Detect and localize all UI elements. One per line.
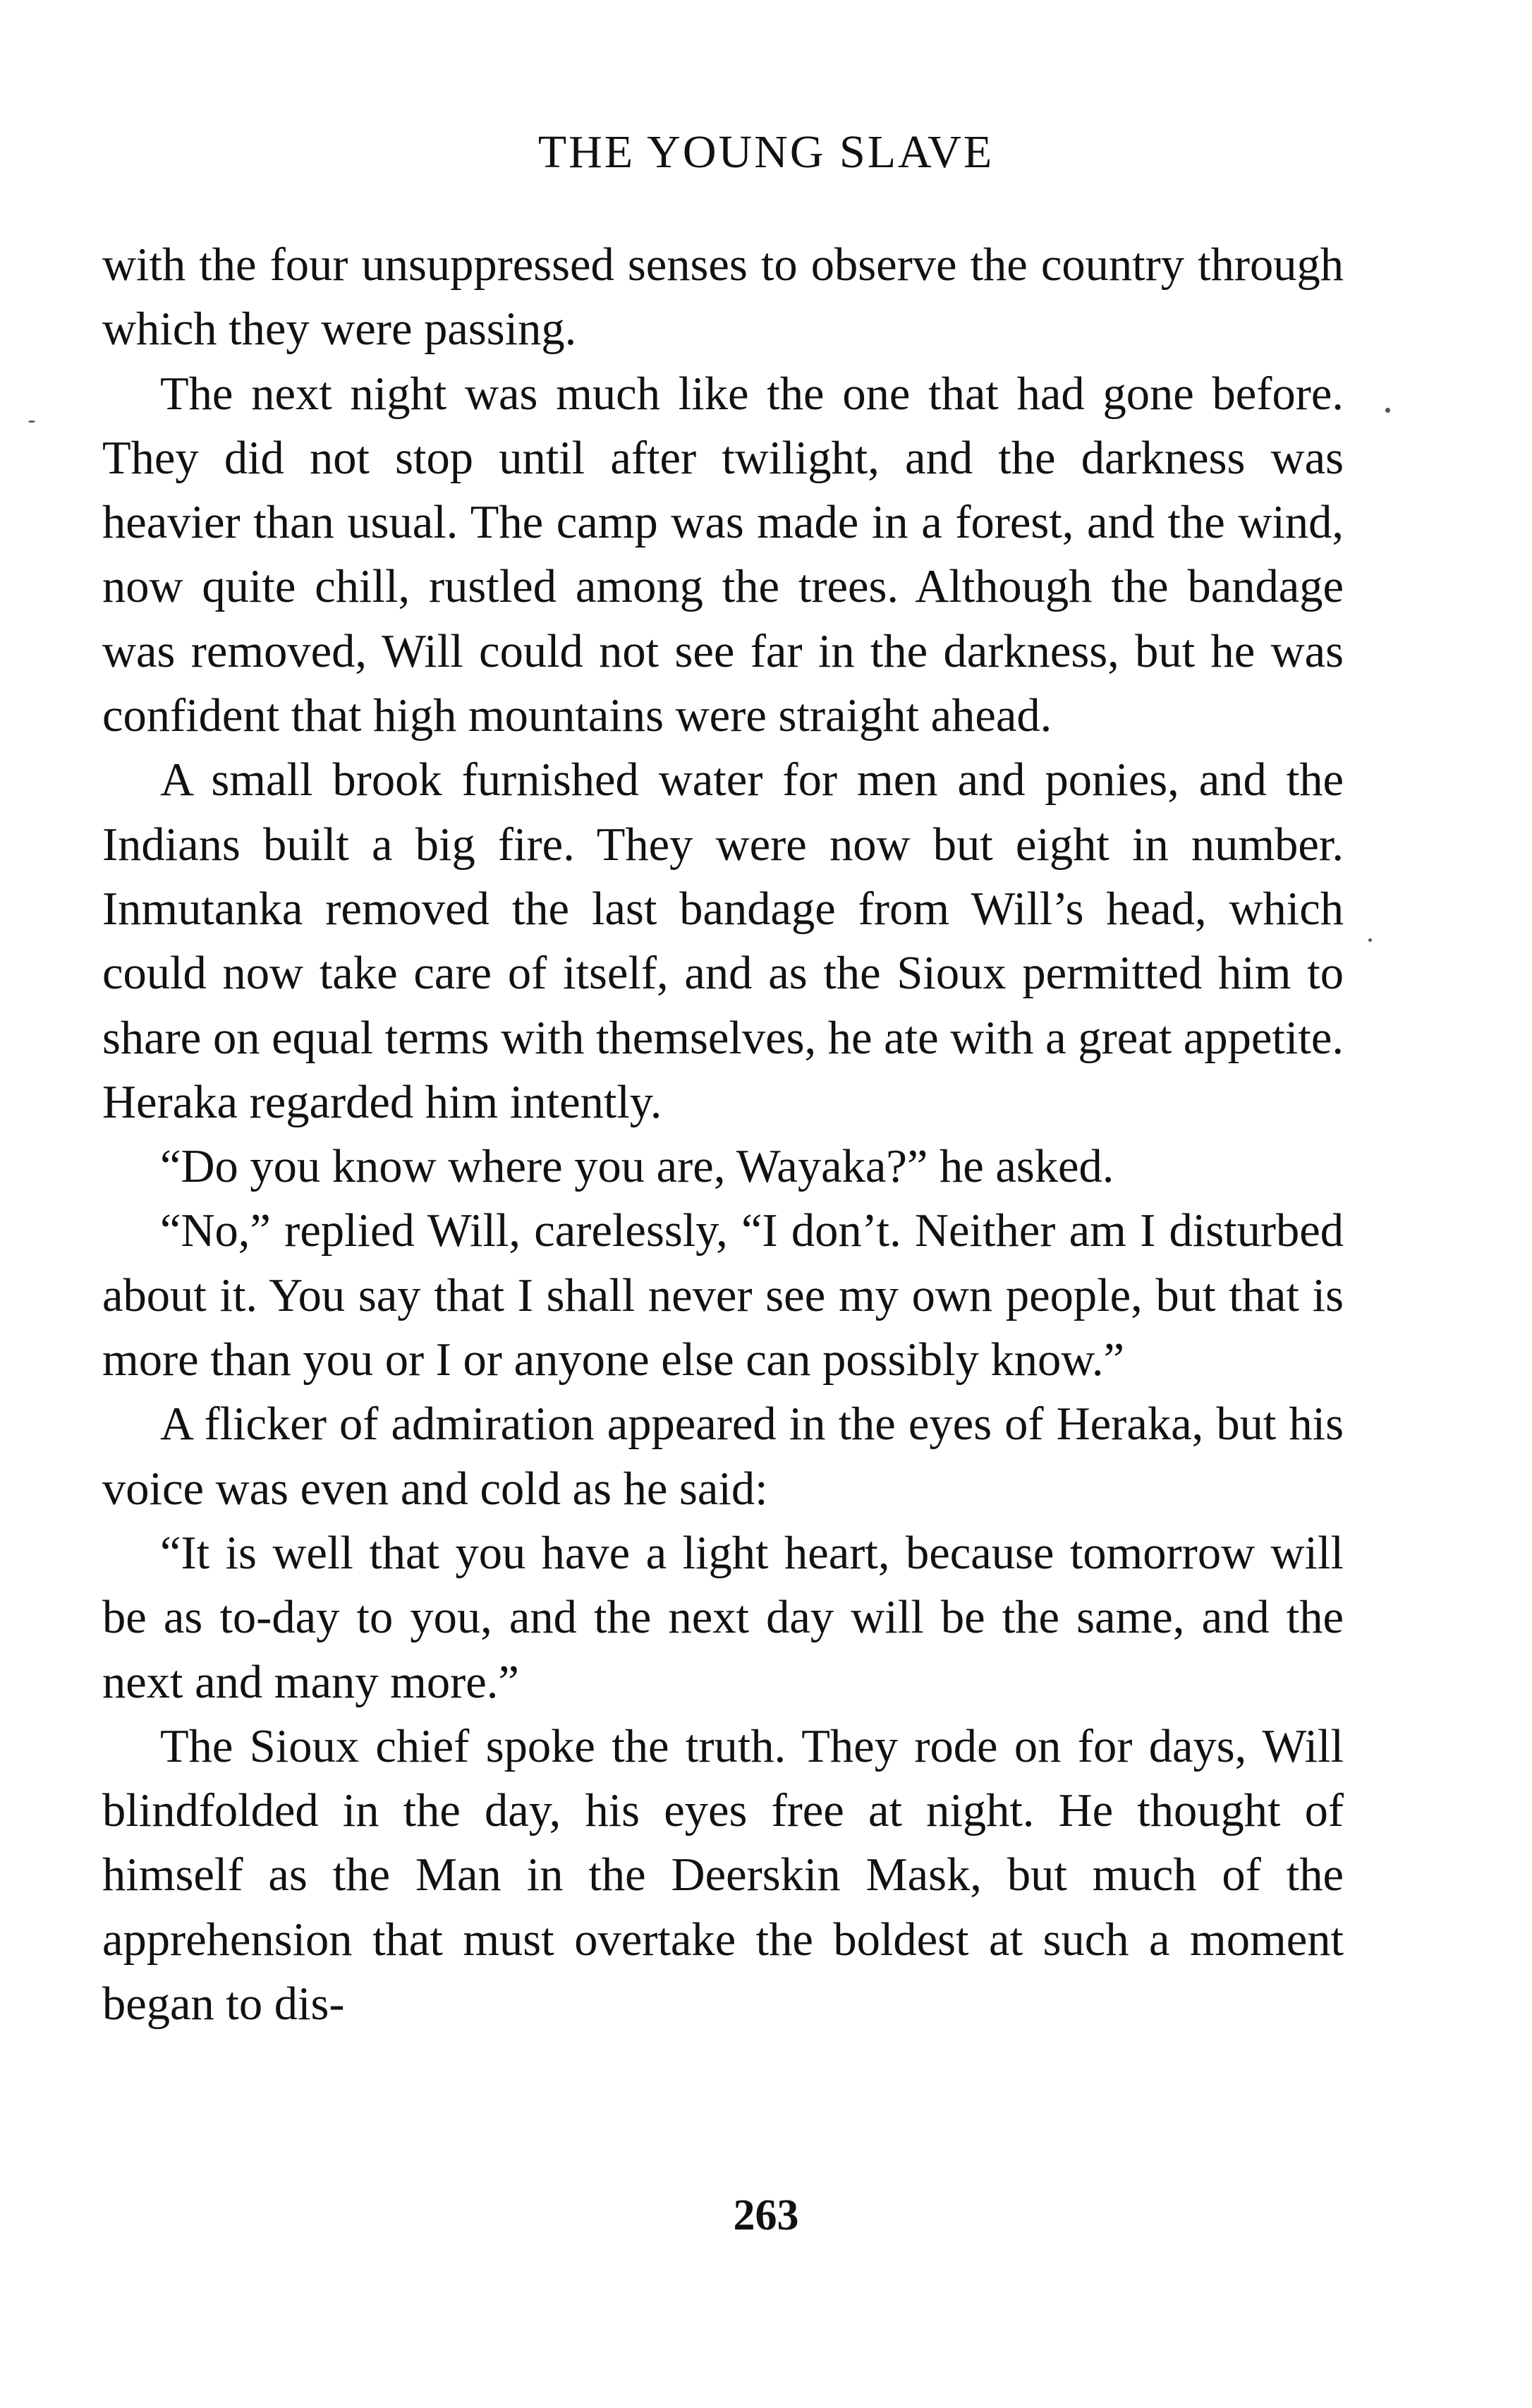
body-text <box>102 233 1344 2036</box>
paragraph: A flicker of admiration appeared in the eyes of Heraka, but his voice was even and cold as he said: <box>102 1398 1344 1515</box>
paragraph-dialogue: “It is well that you have a light heart, because tomorrow will be as to-day to you, and the next day will be the same, and the next and many more.” <box>102 1527 1344 1708</box>
paragraph-dialogue: “No,” replied Will, carelessly, “I don’t. Neither am I disturbed about it. You say that I shall never see my own people, but that is more than you or I or anyone else can possibly know.” <box>102 1205 1344 1386</box>
paragraph-dialogue: “Do you know where you are, Wayaka?” he asked. <box>160 1141 1114 1193</box>
paragraph: The Sioux chief spoke the truth. They rode on for days, Will blindfolded in the day, his eyes free at night. He thought of himself as the Man in the Deerskin Mask, but much of the apprehension that must overtake the boldest at such a moment began to dis- <box>102 1720 1344 2031</box>
paragraph: A small brook furnished water for men and ponies, and the Indians built a big fire. They were now but eight in number. Inmutanka removed the last bandage from Will’s head, which could now take care of itself, and as the Sioux permitted him to share on equal terms with themselves, he ate with a great appetite. Heraka regarded him intently. <box>102 754 1344 1128</box>
print-speck <box>1385 408 1390 413</box>
print-speck <box>28 421 35 423</box>
running-head: THE YOUNG SLAVE <box>537 126 995 178</box>
print-speck <box>1368 938 1372 942</box>
paragraph: The next night was much like the one that had gone before. They did not stop until after twilight, and the darkness was heavier than usual. The camp was made in a forest, and the wind, now quite chill, rustled among the trees. Although the bandage was removed, Will could not see far in the darkness, but he was confident that high mountains were straight ahead. <box>102 368 1344 742</box>
page-number: 263 <box>733 2191 799 2239</box>
paragraph-continued: with the four unsuppressed senses to observe the country through which they were passing. <box>102 239 1344 356</box>
